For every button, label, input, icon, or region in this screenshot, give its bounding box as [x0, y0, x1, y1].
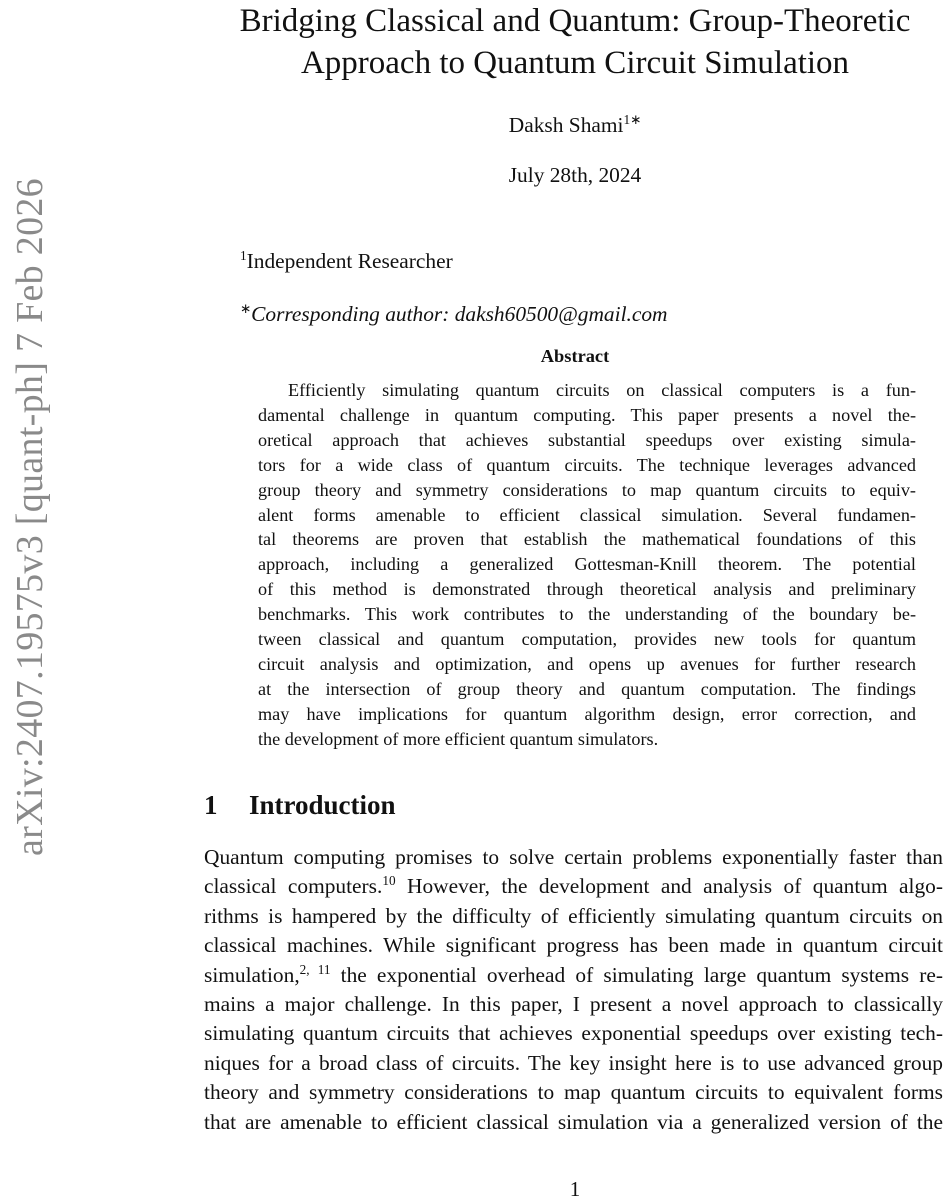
citation-reference[interactable]: 10: [382, 873, 396, 889]
affiliation-mark: 1: [240, 248, 247, 264]
abstract-line: tors for a wide class of quantum circuits. The technique leverages advanced: [258, 454, 916, 475]
corresponding-text: Corresponding author: daksh60500@gmail.com: [251, 302, 668, 326]
abstract-line: at the intersection of group theory and quantum computation. The findings: [258, 678, 916, 699]
abstract-line: may have implications for quantum algorithm design, error correction, and: [258, 703, 916, 724]
abstract-line: approach, including a generalized Gottesman-Knill theorem. The potential: [258, 554, 916, 575]
introduction-body: [204, 843, 943, 1137]
body-text: theory and symmetry considerations to map quantum circuits to equivalent forms: [204, 1080, 943, 1105]
body-text: However, the development and analysis of quantum algo-: [395, 874, 943, 899]
abstract-line: Efficiently simulating quantum circuits on classical computers is a fun-: [288, 380, 916, 400]
body-text: rithms is hampered by the difficulty of efficiently simulating quantum circuits on: [204, 903, 943, 928]
abstract-line: tween classical and quantum computation, provides new tools for quantum: [258, 629, 916, 650]
page-number: 1: [569, 1177, 581, 1201]
affiliation: [240, 249, 453, 274]
body-text: mains a major challenge. In this paper, I present a novel approach to classically: [204, 992, 943, 1017]
body-text: simulating quantum circuits that achieves exponential speedups over existing tech-: [204, 1021, 943, 1046]
body-line: [204, 931, 943, 960]
body-text: simulation,: [204, 962, 300, 987]
body-text: Quantum computing promises to solve certain problems exponentially faster than: [204, 845, 943, 869]
abstract-line: group theory and symmetry considerations to map quantum circuits to equiv-: [258, 479, 916, 500]
section-heading: [204, 790, 396, 821]
paper-title: [200, 0, 947, 84]
body-line: [204, 1108, 943, 1137]
body-line: [204, 902, 943, 931]
body-line: [204, 1049, 943, 1078]
abstract-body: [258, 378, 916, 752]
title-line: Approach to Quantum Circuit Simulation: [300, 45, 850, 81]
abstract-line: oretical approach that achieves substantial speedups over existing simula-: [258, 429, 916, 450]
body-text: classical computers.: [204, 874, 383, 899]
citation-reference[interactable]: 2, 11: [299, 961, 331, 977]
body-line: [204, 843, 943, 872]
abstract-line: alent forms amenable to efficient classical simulation. Several fundamen-: [258, 504, 916, 525]
abstract-line: circuit analysis and optimization, and opens up avenues for further research: [258, 653, 916, 674]
abstract-line: tal theorems are proven that establish the mathematical foundations of this: [258, 529, 916, 550]
abstract-line: the development of more efficient quantum simulators.: [258, 728, 659, 749]
abstract-heading: Abstract: [540, 346, 610, 366]
author-name: Daksh Shami: [508, 113, 624, 137]
body-text: classical machines. While significant progress has been made in quantum circuit: [204, 933, 943, 958]
body-line: [204, 872, 943, 901]
body-line: [204, 990, 943, 1019]
abstract-line: damental challenge in quantum computing. This paper presents a novel the-: [258, 404, 916, 425]
body-text: niques for a broad class of circuits. The key insight here is to use advanced group: [204, 1050, 943, 1075]
body-text: that are amenable to efficient classical simulation via a generalized version of the: [204, 1109, 943, 1134]
abstract-line: benchmarks. This work contributes to the understanding of the boundary be-: [258, 604, 916, 625]
section-title: Introduction: [249, 790, 396, 820]
author: [200, 113, 947, 138]
arxiv-identifier-stamp: arXiv:2407.19575v3 [quant-ph] 7 Feb 2026: [9, 178, 51, 856]
body-text: the exponential overhead of simulating large quantum systems re-: [330, 962, 943, 987]
affiliation-text: Independent Researcher: [246, 249, 453, 273]
body-line: [204, 1019, 943, 1048]
body-line: [204, 1078, 943, 1107]
abstract-line: of this method is demonstrated through theoretical analysis and preliminary: [258, 579, 916, 600]
date: July 28th, 2024: [508, 163, 642, 187]
corresponding-mark: ∗: [240, 301, 252, 317]
section-number: 1: [204, 790, 218, 820]
title-line: Bridging Classical and Quantum: Group-Theoretic: [239, 3, 911, 39]
body-line: [204, 961, 943, 990]
author-marks: 1∗: [623, 112, 642, 128]
corresponding-author: [240, 302, 668, 327]
